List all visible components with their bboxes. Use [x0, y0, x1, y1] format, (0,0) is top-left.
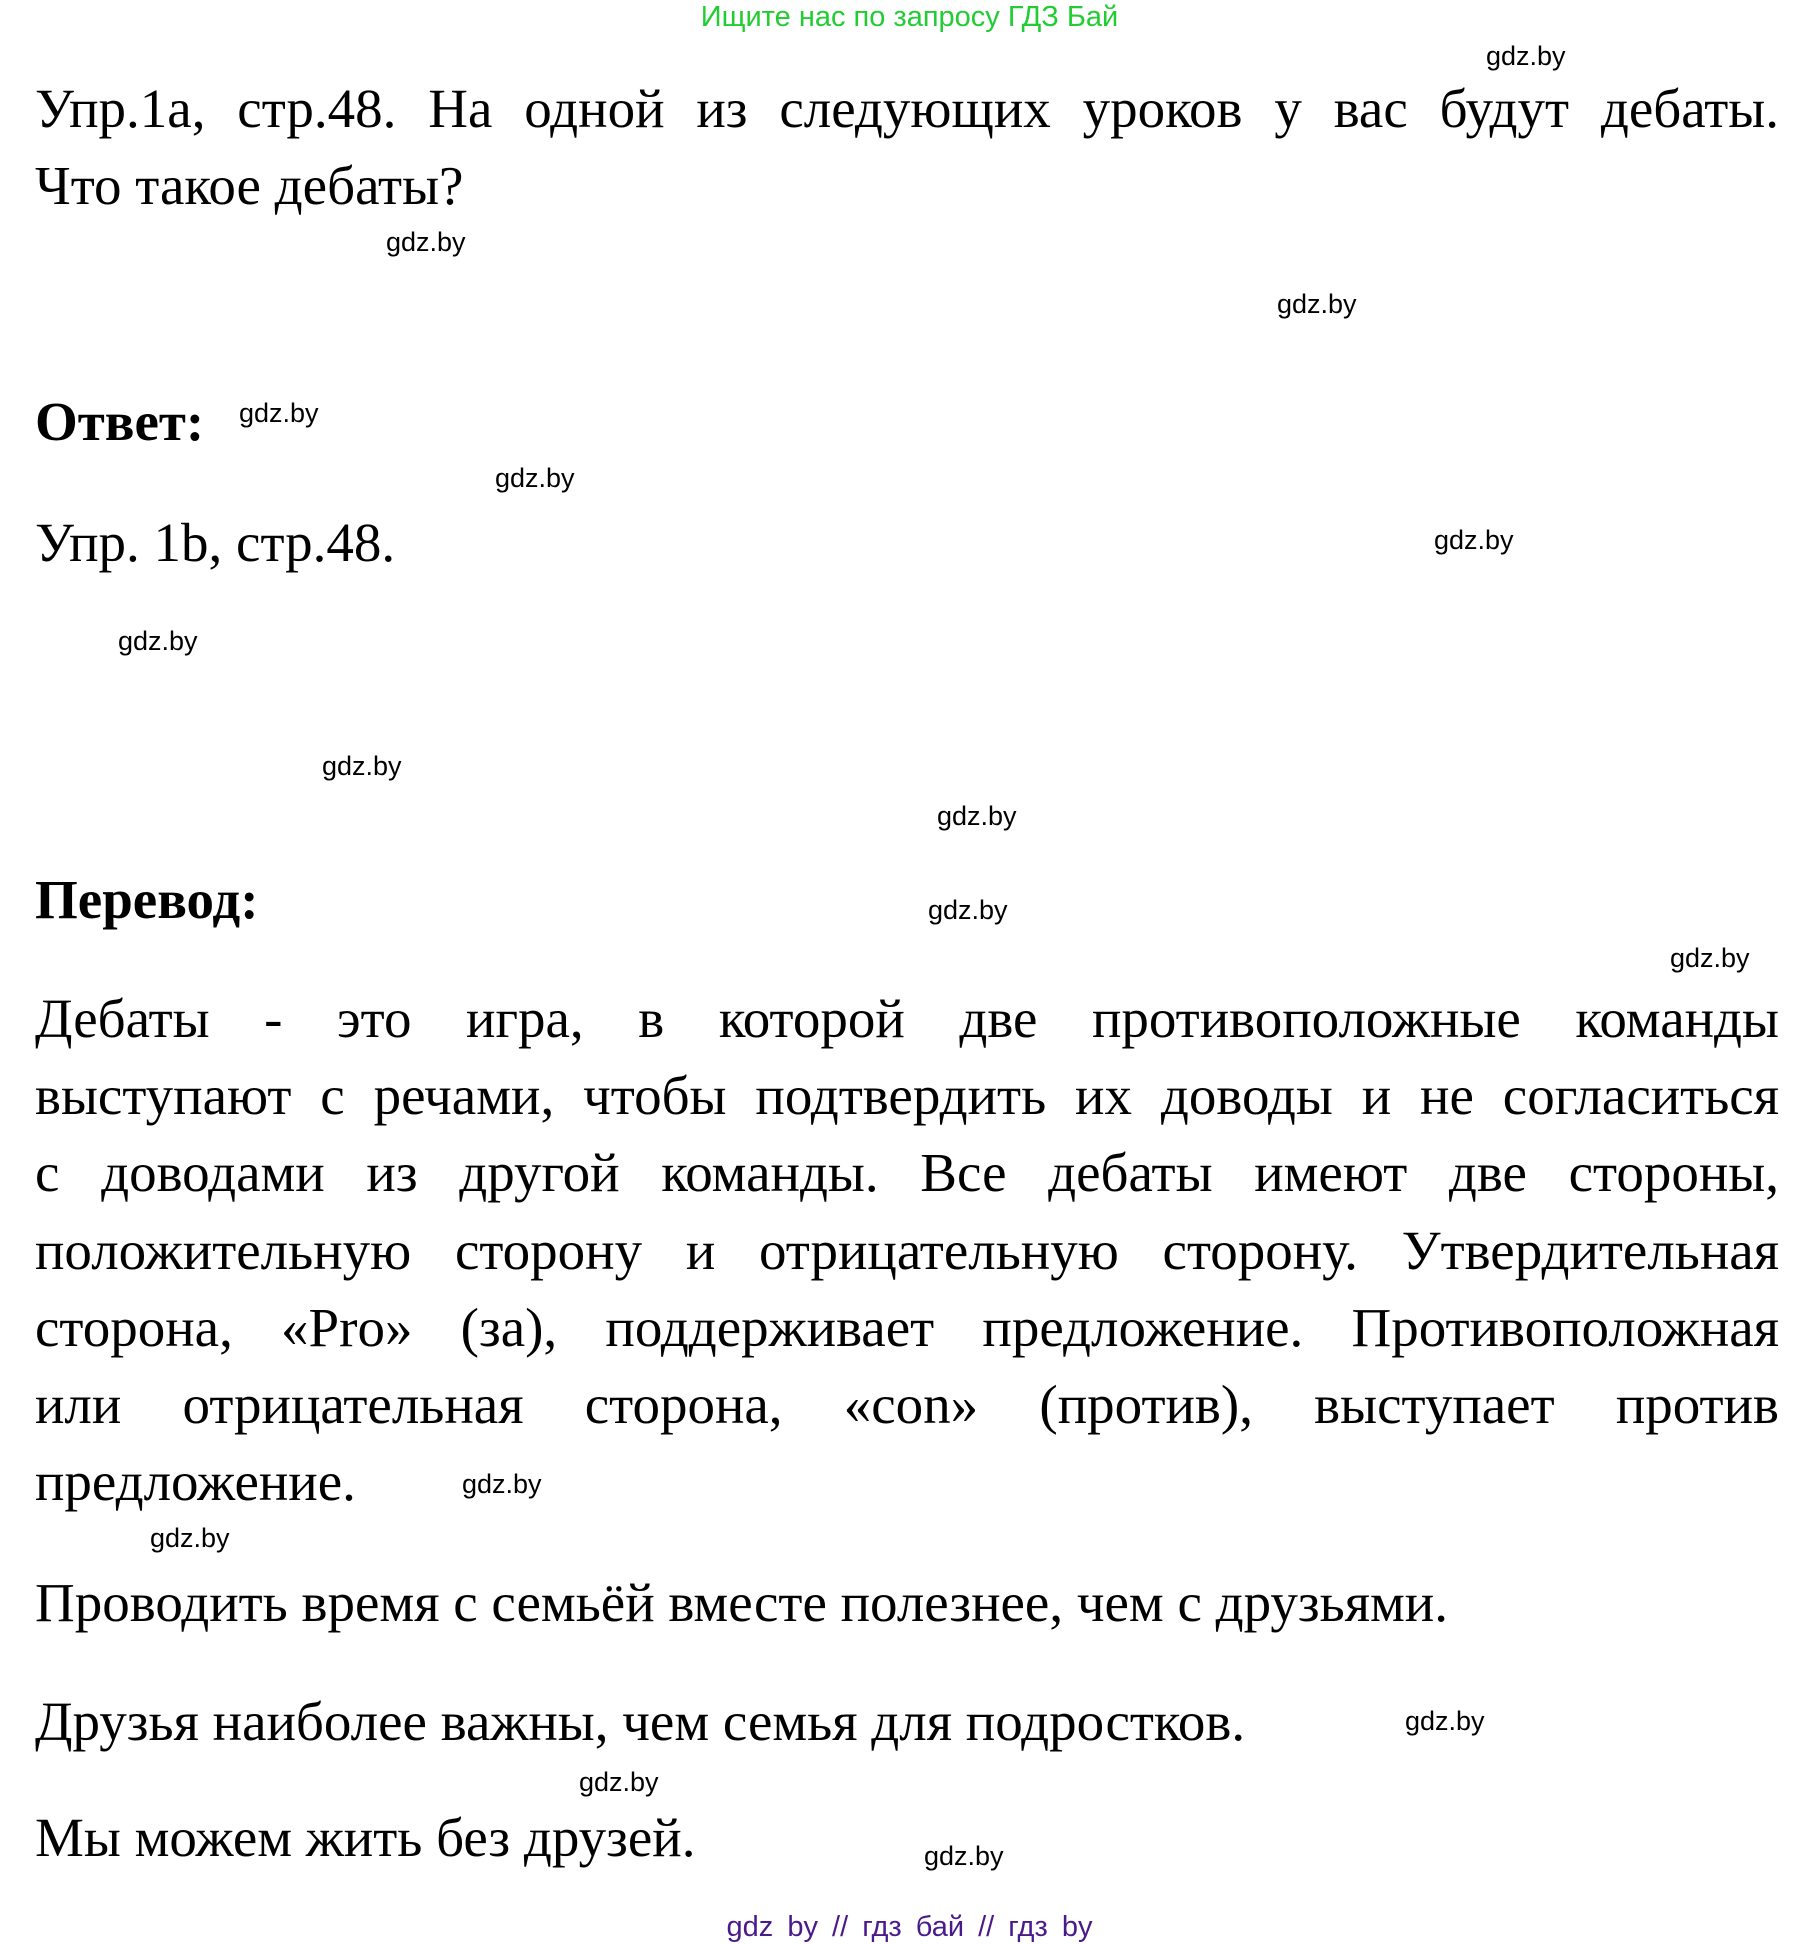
- watermark: gdz.by: [1277, 289, 1357, 319]
- watermark: gdz.by: [386, 227, 466, 257]
- translation-line: предложение.: [35, 1451, 356, 1512]
- watermark: gdz.by: [322, 751, 402, 781]
- watermark: gdz.by: [924, 1841, 1004, 1871]
- statement: Друзья наиболее важны, чем семья для подростков.: [35, 1691, 1246, 1752]
- statement: Проводить время с семьёй вместе полезнее, чем с друзьями.: [35, 1572, 1448, 1633]
- watermark: gdz.by: [150, 1523, 230, 1553]
- watermark: gdz.by: [1486, 41, 1566, 71]
- watermark: gdz.by: [118, 626, 198, 656]
- watermark: gdz.by: [579, 1767, 659, 1797]
- watermark: gdz.by: [1434, 525, 1514, 555]
- watermark: gdz.by: [937, 801, 1017, 831]
- watermark: gdz.by: [495, 463, 575, 493]
- exercise-1a-line-2: Что такое дебаты?: [35, 155, 464, 216]
- watermark: gdz.by: [1670, 943, 1750, 973]
- exercise-1a-line-1: Упр.1a, стр.48. На одной из следующих уроков у вас будут дебаты.: [35, 78, 1779, 139]
- translation-line: сторона, «Pro» (за), поддерживает предложение. Противоположная: [35, 1297, 1779, 1358]
- watermark: gdz.by: [462, 1469, 542, 1499]
- watermark: gdz.by: [1405, 1706, 1485, 1736]
- translation-label: Перевод:: [35, 869, 259, 930]
- statement: Мы можем жить без друзей.: [35, 1807, 696, 1868]
- footer-links: gdz by // гдз бай // гдз by: [726, 1911, 1093, 1943]
- translation-line: с доводами из другой команды. Все дебаты имеют две стороны,: [35, 1142, 1779, 1203]
- exercise-1b-heading: Упр. 1b, стр.48.: [35, 512, 396, 573]
- translation-line: положительную сторону и отрицательную сторону. Утвердительная: [35, 1220, 1779, 1281]
- translation-line: Дебаты - это игра, в которой две противоположные команды: [35, 988, 1779, 1049]
- answer-label: Ответ:: [35, 391, 205, 452]
- translation-line: выступают с речами, чтобы подтвердить их доводы и не согласиться: [35, 1065, 1779, 1126]
- search-banner: Ищите нас по запросу ГДЗ Бай: [700, 1, 1119, 33]
- translation-line: или отрицательная сторона, «con» (против), выступает против: [35, 1374, 1779, 1435]
- watermark: gdz.by: [928, 895, 1008, 925]
- watermark: gdz.by: [239, 398, 319, 428]
